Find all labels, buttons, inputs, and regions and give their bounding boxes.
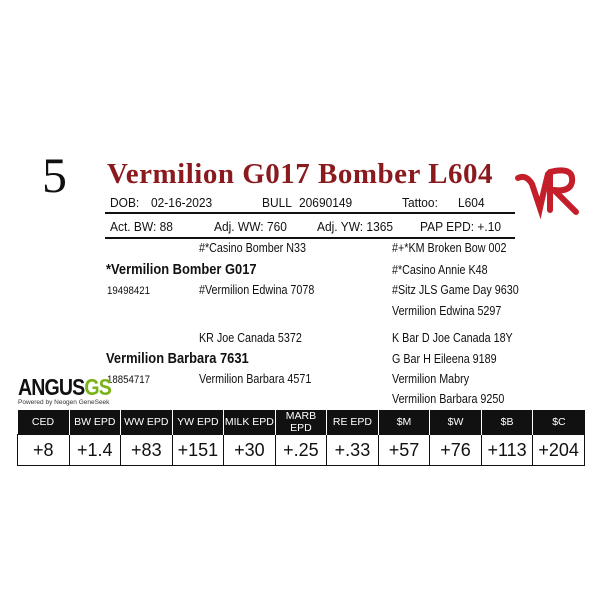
epd-value-ced: +8 [18, 435, 70, 466]
epd-header-marb: MARB EPD [275, 410, 327, 435]
epd-header-milk: MILK EPD [224, 410, 276, 435]
divider-line [105, 212, 515, 214]
epd-value-marb: +.25 [275, 435, 327, 466]
dam-sire-sire: K Bar D Joe Canada 18Y [392, 331, 513, 345]
dam-sire-dam: G Bar H Eileena 9189 [392, 352, 497, 366]
epd-value-re: +.33 [327, 435, 379, 466]
dob-value: 02-16-2023 [151, 195, 213, 210]
sire-sire: #*Casino Bomber N33 [199, 241, 306, 255]
registration-number: 20690149 [299, 195, 353, 210]
sire-sire-dam: #*Casino Annie K48 [392, 263, 488, 277]
epd-table [17, 410, 585, 466]
epd-header-m: $M [378, 410, 430, 435]
sire-name: *Vermilion Bomber G017 [106, 261, 257, 278]
epd-value-w: +76 [430, 435, 482, 466]
tattoo-label: Tattoo: [402, 195, 438, 210]
sire-dam: #Vermilion Edwina 7078 [199, 283, 315, 297]
vr-brand-logo [512, 160, 582, 220]
dam-dam: Vermilion Barbara 4571 [199, 372, 312, 386]
adjusted-yearling-weight: Adj. YW: 1365 [317, 219, 394, 234]
tattoo-value: L604 [458, 195, 485, 210]
angus-logo-tagline: Powered by Neogen GeneSeek [18, 399, 110, 406]
epd-header-bw: BW EPD [69, 410, 121, 435]
epd-header-row [18, 410, 585, 435]
epd-value-row [18, 435, 585, 466]
epd-value-c: +204 [533, 435, 585, 466]
epd-header-w: $W [430, 410, 482, 435]
epd-header-yw: YW EPD [172, 410, 224, 435]
epd-header-c: $C [533, 410, 585, 435]
epd-value-b: +113 [481, 435, 533, 466]
dam-sire: KR Joe Canada 5372 [199, 331, 302, 345]
angus-gs-logo [18, 374, 127, 406]
lot-number: 5 [42, 147, 67, 203]
sex-label: BULL [262, 195, 292, 210]
pap-epd: PAP EPD: +.10 [420, 219, 502, 234]
adjusted-weaning-weight: Adj. WW: 760 [214, 219, 287, 234]
actual-birth-weight: Act. BW: 88 [110, 219, 173, 234]
epd-header-re: RE EPD [327, 410, 379, 435]
sire-dam-dam: Vermilion Edwina 5297 [392, 304, 502, 318]
epd-value-m: +57 [378, 435, 430, 466]
epd-value-bw: +1.4 [69, 435, 121, 466]
epd-header-ww: WW EPD [121, 410, 173, 435]
epd-header-b: $B [481, 410, 533, 435]
animal-name: Vermilion G017 Bomber L604 [107, 158, 493, 190]
divider-line [105, 237, 515, 239]
angus-logo-text: ANGUS [18, 374, 85, 400]
epd-value-yw: +151 [172, 435, 224, 466]
epd-value-ww: +83 [121, 435, 173, 466]
dam-registration: 18854717 [107, 374, 151, 386]
dam-dam-dam: Vermilion Barbara 9250 [392, 392, 505, 406]
epd-value-milk: +30 [224, 435, 276, 466]
dob-label: DOB: [110, 195, 140, 210]
dam-name: Vermilion Barbara 7631 [106, 350, 249, 367]
sire-dam-sire: #Sitz JLS Game Day 9630 [392, 283, 519, 297]
sire-registration: 19498421 [107, 285, 151, 297]
angus-gs-text: GS [84, 374, 111, 400]
epd-header-ced: CED [18, 410, 70, 435]
sire-sire-sire: #+*KM Broken Bow 002 [392, 241, 507, 255]
dam-dam-sire: Vermilion Mabry [392, 372, 470, 386]
